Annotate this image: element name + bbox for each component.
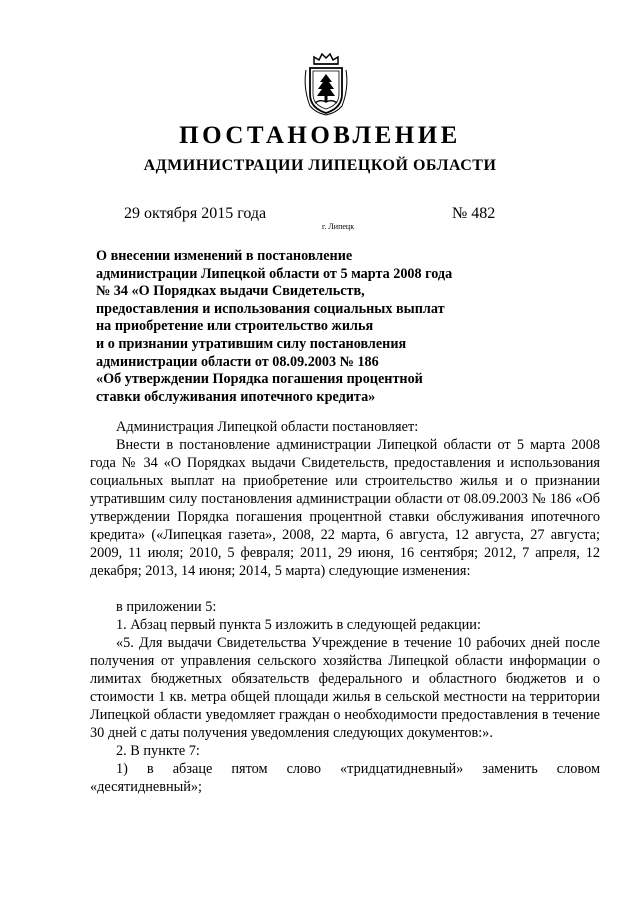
- body-paragraph: 1. Абзац первый пункта 5 изложить в следующей редакции:: [116, 617, 481, 633]
- body-paragraph: Внести в постановление администрации Липецкой области от 5 марта 2008 года № 34 «О Порядках выдачи Свидетельств, предоставления и использования социальных выплат на приобретение или строительство жилья и о признании утратившим силу постановления администрации области от 08.09.2003 № 186 «Об утверждении Порядка погашения процентной ставки обслуживания ипотечного кредита» («Липецкая газета», 2008, 22 марта, 6 августа, 12 августа, 27 августа; 2009, 11 июля; 2010, 5 февраля; 2011, 29 июня, 16 сентября; 2012, 7 апреля, 12 декабря; 2013, 14 июня; 2014, 5 марта) следующие изменения:: [90, 437, 600, 579]
- heading-line: предоставления и использования социальных выплат: [96, 300, 445, 317]
- document-subtitle: АДМИНИСТРАЦИИ ЛИПЕЦКОЙ ОБЛАСТИ: [143, 157, 497, 174]
- heading-line: на приобретение или строительство жилья: [96, 318, 374, 335]
- document-city: г. Липецк: [322, 222, 355, 231]
- body-paragraph: 1) в абзаце пятом слово «тридцатидневный» заменить словом «десятидневный»;: [90, 761, 600, 795]
- document-number: № 482: [452, 205, 496, 222]
- document-title: ПОСТАНОВЛЕНИЕ: [179, 122, 461, 149]
- body-paragraph: в приложении 5:: [116, 599, 217, 615]
- body-paragraph: Администрация Липецкой области постановляет:: [116, 419, 419, 435]
- heading-line: ставки обслуживания ипотечного кредита»: [96, 388, 376, 405]
- document-date: 29 октября 2015 года: [124, 205, 267, 222]
- heading-line: О внесении изменений в постановление: [96, 248, 353, 264]
- heading-line: и о признании утратившим силу постановления: [96, 335, 407, 352]
- heading-line: «Об утверждении Порядка погашения процентной: [96, 371, 423, 388]
- document-body: [90, 418, 600, 796]
- document-heading: [96, 248, 566, 406]
- heading-line: администрации Липецкой области от 5 марта 2008 года: [96, 265, 453, 282]
- body-paragraph: «5. Для выдачи Свидетельства Учреждение в течение 10 рабочих дней после получения от управления сельского хозяйства Липецкой области информации о лимитах бюджетных обязательств федерального и областного бюджетов и о стоимости 1 кв. метра общей площади жилья в сельской местности на территории Липецкой области уведомляет граждан о необходимости предоставления в течение 30 дней с даты получения уведомления следующих документов:».: [90, 635, 600, 741]
- body-paragraph: 2. В пункте 7:: [116, 743, 200, 759]
- heading-line: администрации области от 08.09.2003 № 186: [96, 353, 379, 370]
- coat-of-arms-icon: [300, 52, 352, 116]
- heading-line: № 34 «О Порядках выдачи Свидетельств,: [96, 283, 365, 300]
